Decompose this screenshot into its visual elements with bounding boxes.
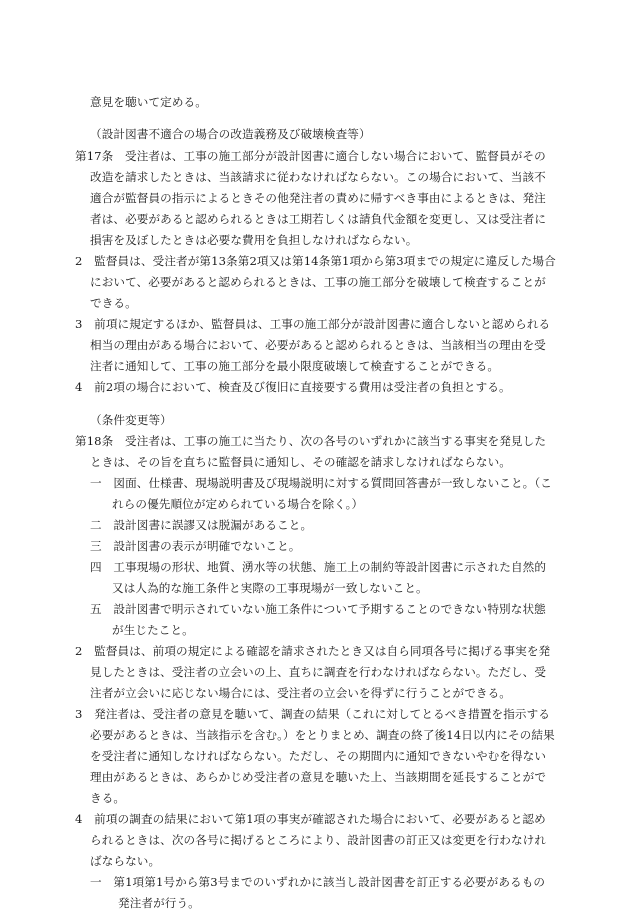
item-line: 一 第1項第1号から第3号までのいずれかに該当し設計図書を訂正する必要があるもの xyxy=(90,875,546,889)
paragraph-line: 3 前項に規定するほか、監督員は、工事の施工部分が設計図書に適合しないと認められる xyxy=(75,317,551,331)
item-line: 一 図面、仕様書、現場説明書及び現場説明に対する質問回答書が一致しないこと。（こ xyxy=(90,476,552,490)
paragraph-line: 相当の理由がある場合において、必要があると認められるときは、当該相当の理由を受 xyxy=(90,338,546,352)
item-line: 二 設計図書に誤謬又は脱漏があること。 xyxy=(90,518,313,532)
paragraph-line: 見したときは、受注者の立会いの上、直ちに調査を行わなければならない。ただし、受 xyxy=(90,665,547,679)
paragraph-line: られるときは、次の各号に掲げるところにより、設計図書の訂正又は変更を行わなけれ xyxy=(90,833,547,847)
section-heading: （条件変更等） xyxy=(90,413,172,427)
paragraph-line: 2 監督員は、前項の規定による確認を請求されたとき又は自ら同項各号に掲げる事実を発 xyxy=(75,644,551,658)
item-line: れらの優先順位が定められている場合を除く。） xyxy=(112,497,364,511)
article-17-line: 改造を請求したときは、当該請求に従わなければならない。この場合において、当該不 xyxy=(90,170,546,184)
paragraph-line: 注者に通知して、工事の施工部分を最小限度破壊して検査することができる。 xyxy=(90,359,500,373)
item-line: が生じたこと。 xyxy=(112,623,194,637)
paragraph-line: ばならない。 xyxy=(90,854,161,868)
paragraph-line: 必要があるときは、当該指示を含む。）をとりまとめ、調査の終了後14日以内にその結果 xyxy=(90,728,555,742)
item-line: 五 設計図書で明示されていない施工条件について予期することのできない特別な状態 xyxy=(90,602,546,616)
item-line: 発注者が行う。 xyxy=(118,896,200,910)
text-line: 意見を聴いて定める。 xyxy=(90,95,207,109)
paragraph-line: 2 監督員は、受注者が第13条第2項又は第14条第1項から第3項までの規定に違反した場合 xyxy=(75,254,556,268)
article-18-line: ときは、その旨を直ちに監督員に通知し、その確認を請求しなければならない。 xyxy=(90,455,511,469)
paragraph-line: において、必要があると認められるときは、工事の施工部分を破壊して検査することが xyxy=(90,275,546,289)
article-17-line: 損害を及ぼしたときは必要な費用を負担しなければならない。 xyxy=(90,233,418,247)
article-17-line: 適合が監督員の指示によるときその他発注者の責めに帰すべき事由によるときは、発注 xyxy=(90,191,546,205)
paragraph-line: 3 発注者は、受注者の意見を聴いて、調査の結果（これに対してとるべき措置を指示する xyxy=(75,707,550,721)
article-18-line: 第18条 受注者は、工事の施工に当たり、次の各号のいずれかに該当する事実を発見した xyxy=(75,434,547,448)
article-17-line: 者は、必要があると認められるときは工期若しくは請負代金額を変更し、又は受注者に xyxy=(90,212,547,226)
item-line: 三 設計図書の表示が明確でないこと。 xyxy=(90,539,301,553)
paragraph-line: 理由があるときは、あらかじめ受注者の意見を聴いた上、当該期間を延長することがで xyxy=(90,770,547,784)
item-line: 四 工事現場の形状、地質、湧水等の状態、施工上の制約等設計図書に示された自然的 xyxy=(90,560,547,574)
article-17-line: 第17条 受注者は、工事の施工部分が設計図書に適合しない場合において、監督員がその xyxy=(75,149,546,163)
paragraph-line: を受注者に通知しなければならない。ただし、その期間内に通知できないやむを得ない xyxy=(90,749,547,763)
paragraph-line: きる。 xyxy=(90,791,126,805)
paragraph-line: 注者が立会いに応じない場合には、受注者の立会いを得ずに行うことができる。 xyxy=(90,686,511,700)
paragraph-line: 4 前2項の場合において、検査及び復旧に直接要する費用は受注者の負担とする。 xyxy=(75,380,511,394)
item-line: 又は人為的な施工条件と実際の工事現場が一致しないこと。 xyxy=(112,581,428,595)
paragraph-line: できる。 xyxy=(90,296,137,310)
paragraph-line: 4 前項の調査の結果において第1項の事実が確認された場合において、必要があると認め xyxy=(75,812,546,826)
section-heading: （設計図書不適合の場合の改造義務及び破壊検査等） xyxy=(90,127,371,141)
